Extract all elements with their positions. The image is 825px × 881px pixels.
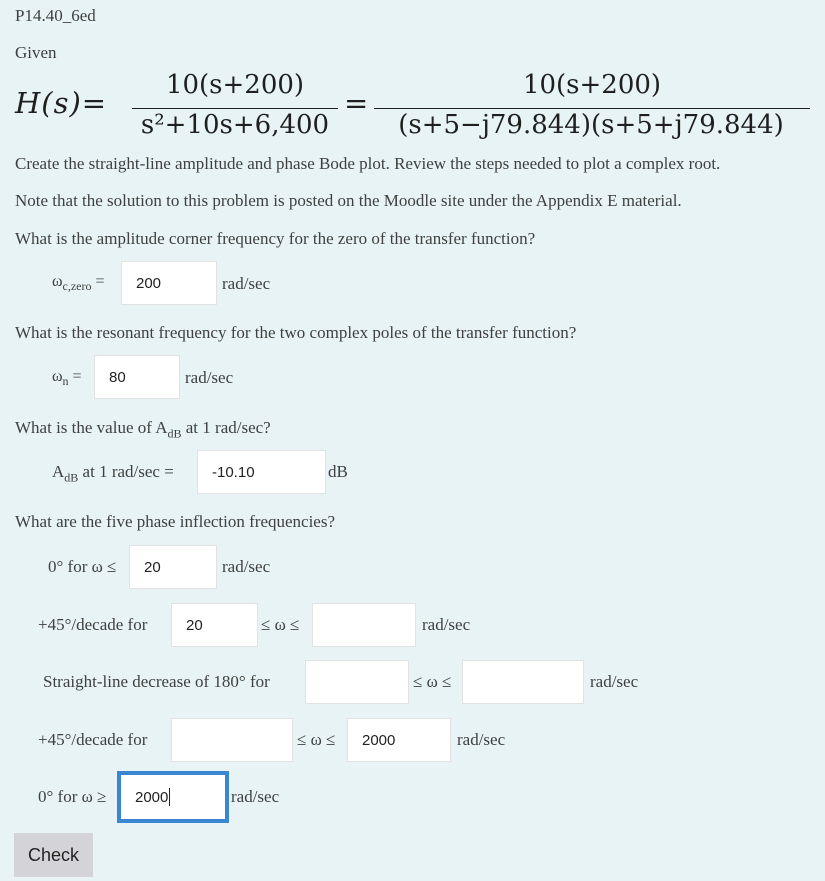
q2-label-omega: ω (52, 368, 63, 385)
adb-at-1-value: -10.10 (212, 463, 255, 481)
fraction-2-numerator: 10(s+200) (522, 70, 662, 100)
row3-label: Straight-line decrease of 180° for (43, 672, 270, 691)
phase-row4-upper-value: 2000 (362, 731, 396, 749)
zero-corner-frequency-input[interactable] (121, 261, 217, 305)
fraction-2-bar (374, 108, 810, 109)
q2-unit: rad/sec (185, 368, 234, 387)
fraction-2-denominator: (s+5−j79.844)(s+5+j79.844) (398, 110, 784, 140)
row4-unit: rad/sec (457, 730, 506, 749)
row5-label: 0° for ω ≥ (38, 787, 107, 806)
q3-question-sub: dB (167, 426, 182, 441)
q3-label (52, 462, 174, 485)
q2-label (52, 368, 82, 389)
q3-question-post: at 1 rad/sec? (181, 418, 271, 437)
fraction-1-bar (132, 108, 338, 109)
row3-mid: ≤ ω ≤ (413, 672, 452, 691)
q3-label-sub: dB (64, 470, 79, 485)
instruction-line-2: Note that the solution to this problem is posted on the Moodle site under the Appendix E material. (15, 191, 682, 210)
fraction-1-numerator: 10(s+200) (165, 70, 305, 100)
phase-row2-lower-value: 20 (186, 616, 203, 634)
equation-lhs: H(s)= (15, 86, 108, 120)
row1-unit: rad/sec (222, 557, 271, 576)
check-button[interactable]: Check (14, 833, 93, 877)
row4-mid: ≤ ω ≤ (297, 730, 336, 749)
row4-label: +45°/decade for (38, 730, 148, 749)
text-caret (169, 788, 170, 806)
q3-unit: dB (328, 462, 348, 481)
equation-equals: = (344, 86, 369, 120)
resonant-frequency-value: 80 (109, 368, 126, 386)
phase-row4-upper-input[interactable] (347, 718, 451, 762)
q1-label-sub: c,zero (62, 279, 92, 294)
phase-row2-upper-input[interactable] (312, 603, 416, 647)
q2-label-eq: = (68, 368, 82, 385)
row5-unit: rad/sec (231, 787, 280, 806)
q1-unit: rad/sec (222, 274, 271, 293)
zero-corner-frequency-value: 200 (136, 274, 162, 292)
given-label: Given (15, 43, 57, 62)
row2-label: +45°/decade for (38, 615, 148, 634)
q4-question: What are the five phase inflection frequencies? (15, 512, 336, 531)
row2-unit: rad/sec (422, 615, 471, 634)
q3-question-pre: What is the value of A (15, 418, 168, 437)
q1-label (52, 273, 105, 294)
phase-row1-input[interactable] (129, 545, 217, 589)
phase-row1-value: 20 (144, 558, 161, 576)
phase-row3-upper-input[interactable] (462, 660, 584, 704)
q3-label-pre: A (52, 462, 65, 481)
adb-at-1-input[interactable] (197, 450, 326, 494)
fraction-1-denominator: s²+10s+6,400 (140, 110, 330, 140)
phase-row2-lower-input[interactable] (171, 603, 258, 647)
instruction-line-1: Create the straight-line amplitude and phase Bode plot. Review the steps needed to plot a complex root. (15, 154, 721, 173)
q1-label-eq: = (91, 273, 105, 290)
resonant-frequency-input[interactable] (94, 355, 180, 399)
row2-mid: ≤ ω ≤ (261, 615, 300, 634)
phase-row4-lower-input[interactable] (171, 718, 293, 762)
q2-label-sub: n (62, 374, 69, 389)
problem-id: P14.40_6ed (15, 6, 96, 25)
q1-label-omega: ω (52, 273, 63, 290)
q2-question: What is the resonant frequency for the two complex poles of the transfer function? (15, 323, 577, 342)
row3-unit: rad/sec (590, 672, 639, 691)
q3-question (15, 418, 271, 441)
q3-label-post: at 1 rad/sec = (78, 462, 174, 481)
row1-label: 0° for ω ≤ (48, 557, 117, 576)
q1-question: What is the amplitude corner frequency for the zero of the transfer function? (15, 229, 536, 248)
phase-row5-input[interactable] (117, 771, 229, 823)
phase-row3-lower-input[interactable] (305, 660, 409, 704)
phase-row5-value: 2000 (135, 788, 169, 806)
